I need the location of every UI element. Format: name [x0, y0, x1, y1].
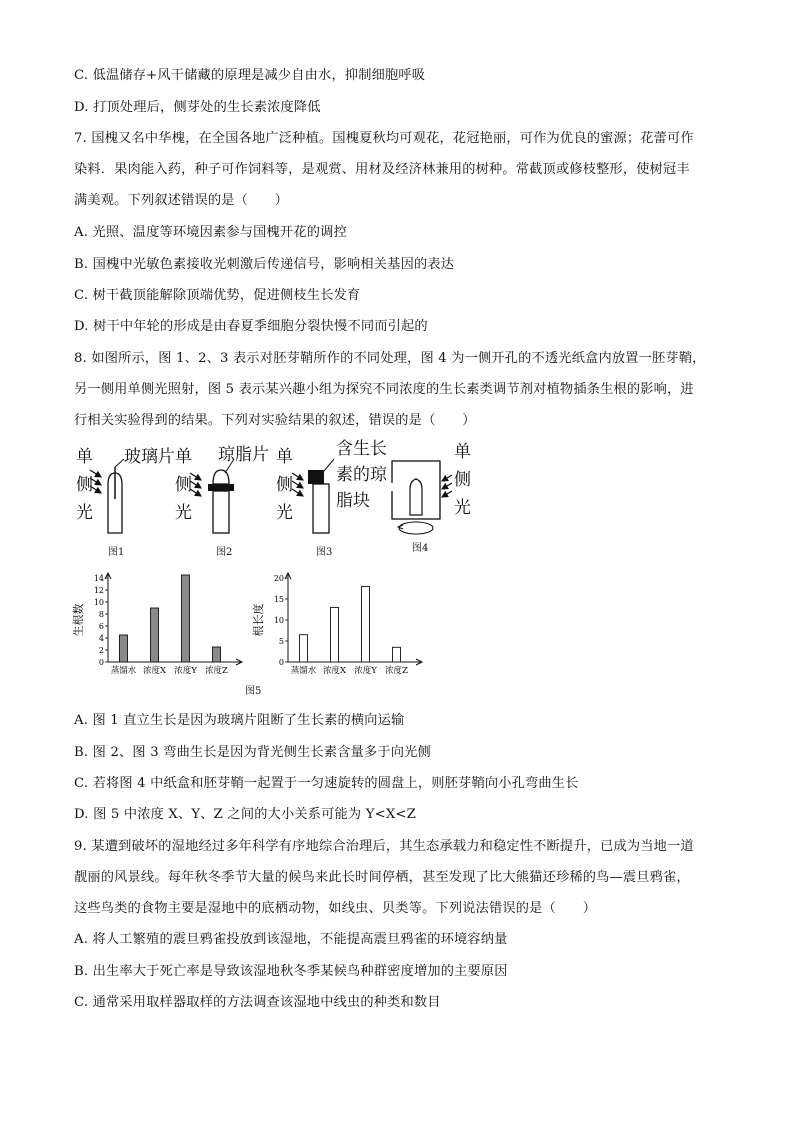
chart2-category-label: 浓度Y	[354, 666, 377, 676]
option-b-q8: B. 图 2、图 3 弯曲生长是因为背光侧生长素含量多于向光侧	[74, 745, 431, 760]
fig3-light-1: 单	[276, 447, 293, 467]
question-9-stem-end: 这些鸟类的食物主要是湿地中的底栖动物，如线虫、贝类等。下列说法错误的是（ ）	[74, 901, 597, 916]
question-7-stem: 7. 国槐又名中华槐，在全国各地广泛种植。国槐夏秋均可观花，花冠艳丽，可作为优良的蜜源；花蕾可作	[74, 131, 694, 146]
chart1-category-label: 蒸馏水	[110, 666, 137, 676]
chart1-ytick-label: 14	[93, 574, 104, 583]
question-9-stem-cont: 靓丽的风景线。每年秋冬季节大量的候鸟来此长时间停栖，甚至发现了比大熊猫还珍稀的鸟—震旦鸦雀，	[74, 870, 690, 885]
figure-4	[390, 442, 471, 554]
option-b-q9: B. 出生率大于死亡率是导致该湿地秋冬季某候鸟种群密度增加的主要原因	[74, 964, 508, 979]
figure-2	[175, 445, 269, 558]
option-d-q8: D. 图 5 中浓度 X、Y、Z 之间的大小关系可能为 Y<X<Z	[74, 807, 417, 822]
chart2-bar	[393, 647, 401, 662]
option-d-q6: D. 打顶处理后，侧芽处的生长素浓度降低	[74, 100, 321, 115]
chart1-ytick-label: 10	[93, 598, 104, 607]
fig2-coleoptile-base	[213, 491, 229, 533]
fig3-coleoptile	[313, 484, 329, 533]
fig2-part-label: 琼脂片	[218, 445, 269, 465]
fig3-part-label-3: 脂块	[336, 491, 370, 511]
coleoptile-figures	[70, 437, 490, 559]
option-c-q6: C. 低温储存+风干储藏的原理是减少自由水，抑制细胞呼吸	[74, 68, 426, 83]
question-7-stem-cont: 染料．果肉能入药，种子可作饲料等，是观赏、用材及经济林兼用的树种。常截顶或修枝整形，使树冠丰	[74, 162, 690, 177]
chart1-ylabel: 生根数	[72, 603, 85, 637]
fig2-caption: 图2	[216, 547, 233, 558]
fig4-coleoptile	[410, 479, 422, 515]
chart1-ytick-label: 2	[98, 646, 104, 655]
question-8-stem: 8. 如图所示，图 1、2、3 表示对胚芽鞘所作的不同处理，图 4 为一侧开孔的不透光纸盒内放置一胚芽鞘，	[74, 351, 706, 366]
chart2-ytick-label: 10	[273, 616, 284, 625]
fig3-part-label-1: 含生长	[336, 439, 387, 459]
option-c-q8: C. 若将图 4 中纸盒和胚芽鞘一起置于一匀速旋转的圆盘上，则胚芽鞘向小孔弯曲生长	[74, 776, 579, 791]
fig4-light-1: 单	[454, 442, 471, 462]
chart2-category-label: 浓度X	[322, 666, 347, 676]
option-d-q7: D. 树干中年轮的形成是由春夏季细胞分裂快慢不同而引起的	[74, 319, 428, 334]
figure-3	[276, 439, 388, 558]
fig1-light-1: 单	[76, 447, 93, 467]
chart-rooting-number	[72, 570, 247, 680]
chart2-bar	[300, 635, 308, 662]
chart1-ytick-label: 8	[98, 610, 104, 619]
question-8-stem-cont: 另一侧用单侧光照射，图 5 表示某兴趣小组为探究不同浓度的生长素类调节剂对植物插条生根的影响，进	[74, 382, 694, 397]
fig3-light-3: 光	[276, 503, 293, 523]
fig4-turntable	[399, 522, 433, 534]
fig1-caption: 图1	[108, 547, 125, 558]
chart1-category-label: 浓度Z	[205, 666, 228, 676]
chart2-ytick-label: 5	[278, 637, 284, 646]
fig3-part-label-2: 素的琼	[336, 465, 387, 485]
fig2-light-2: 侧	[175, 475, 192, 495]
option-a-q7: A. 光照、温度等环境因素参与国槐开花的调控	[74, 225, 347, 240]
fig1-light-3: 光	[76, 503, 93, 523]
chart1-ytick-label: 12	[93, 586, 104, 595]
question-9-stem: 9. 某遭到破坏的湿地经过多年科学有序地综合治理后，其生态承载力和稳定性不断提升，已成为当地一道	[74, 839, 694, 854]
chart1-bar	[182, 575, 190, 662]
chart1-bar	[120, 635, 128, 662]
fig3-caption: 图3	[316, 547, 333, 558]
chart1-bar	[151, 608, 159, 662]
chart2-category-label: 浓度Z	[385, 666, 408, 676]
fig2-agar-sheet	[208, 484, 234, 491]
fig4-light-3: 光	[454, 498, 471, 518]
option-c-q7: C. 树干截顶能解除顶端优势，促进侧枝生长发育	[74, 288, 361, 303]
option-a-q8: A. 图 1 直立生长是因为玻璃片阻断了生长素的横向运输	[74, 713, 405, 728]
question-7-stem-end: 满美观。下列叙述错误的是（ ）	[74, 193, 289, 208]
chart2-ytick-label: 15	[273, 595, 284, 604]
option-b-q7: B. 国槐中光敏色素接收光刺激后传递信号，影响相关基因的表达	[74, 257, 455, 272]
question-8-stem-end: 行相关实验得到的结果。下列对实验结果的叙述，错误的是（ ）	[74, 413, 476, 428]
figure-1	[76, 447, 175, 558]
fig4-light-2: 侧	[454, 470, 471, 490]
fig4-hole	[390, 483, 394, 491]
fig5-caption: 图5	[245, 686, 262, 697]
fig1-light-2: 侧	[76, 475, 93, 495]
option-c-q9: C. 通常采用取样器取样的方法调查该湿地中线虫的种类和数目	[74, 995, 441, 1010]
chart2-bar	[362, 586, 370, 662]
chart2-bar	[331, 607, 339, 662]
chart1-ytick-label: 4	[98, 634, 104, 643]
fig2-coleoptile-tip	[213, 470, 229, 484]
chart1-category-label: 浓度Y	[174, 666, 197, 676]
fig1-part-label: 玻璃片	[124, 447, 175, 467]
option-a-q9: A. 将人工繁殖的震旦鸦雀投放到该湿地，不能提高震旦鸦雀的环境容纳量	[74, 932, 508, 947]
chart2-ytick-label: 20	[273, 574, 284, 583]
chart2-ylabel: 根长度	[252, 603, 265, 637]
chart2-category-label: 蒸馏水	[290, 666, 317, 676]
fig3-light-2: 侧	[276, 475, 293, 495]
fig2-light-3: 光	[175, 503, 192, 523]
chart2-ytick-label: 0	[278, 658, 284, 667]
chart-root-length	[252, 570, 427, 680]
fig4-caption: 图4	[412, 543, 429, 554]
fig2-light-1: 单	[175, 447, 192, 467]
chart1-ytick-label: 0	[98, 658, 104, 667]
chart1-bar	[213, 647, 221, 662]
chart1-category-label: 浓度X	[142, 666, 167, 676]
fig3-agar-block	[308, 470, 324, 484]
chart1-ytick-label: 6	[98, 622, 104, 631]
